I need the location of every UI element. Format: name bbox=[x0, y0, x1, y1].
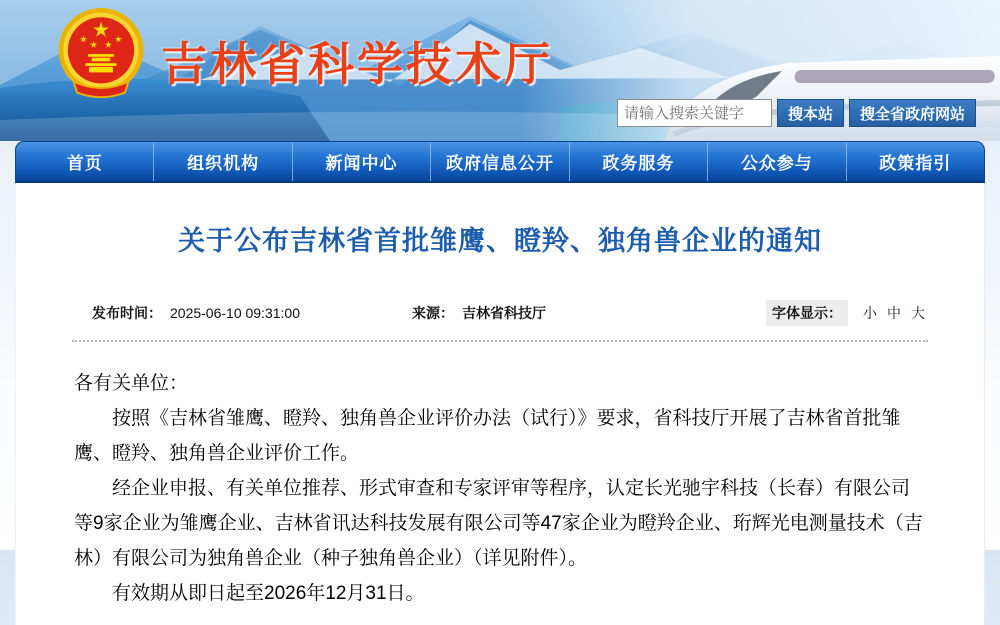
publish-time-value: 2025-06-10 09:31:00 bbox=[170, 305, 300, 321]
font-size-option[interactable]: 小 bbox=[863, 305, 877, 321]
font-size-control bbox=[766, 300, 930, 326]
nav-item[interactable]: 公众参与 bbox=[707, 142, 845, 181]
search-input[interactable] bbox=[617, 99, 772, 127]
article-meta bbox=[64, 300, 936, 326]
font-size-option[interactable]: 大 bbox=[911, 305, 925, 321]
nav-item[interactable]: 首页 bbox=[66, 154, 103, 173]
search-site-button[interactable]: 搜本站 bbox=[777, 99, 844, 127]
publish-time bbox=[92, 303, 300, 323]
nav-item[interactable]: 政策指引 bbox=[846, 142, 984, 181]
font-size-label: 字体显示： bbox=[766, 300, 848, 326]
article-page bbox=[15, 183, 985, 625]
search-bar bbox=[617, 99, 976, 127]
font-size-options bbox=[858, 303, 930, 323]
main-nav bbox=[15, 141, 985, 183]
nav-item[interactable]: 新闻中心 bbox=[292, 142, 430, 181]
article-body bbox=[64, 342, 936, 611]
article-paragraph: 按照《吉林省雏鹰、瞪羚、独角兽企业评价办法（试行）》要求，省科技厅开展了吉林省首批雏鹰、瞪羚、独角兽企业评价工作。 bbox=[74, 408, 901, 464]
site-logo[interactable] bbox=[55, 6, 553, 102]
publish-time-label: 发布时间： bbox=[92, 305, 162, 321]
font-size-option[interactable]: 中 bbox=[887, 305, 901, 321]
nav-item[interactable]: 政府信息公开 bbox=[430, 142, 568, 181]
source-label: 来源： bbox=[412, 305, 454, 321]
search-gov-button[interactable]: 搜全省政府网站 bbox=[849, 99, 976, 127]
source-value: 吉林省科技厅 bbox=[462, 305, 546, 321]
national-emblem-icon bbox=[55, 6, 147, 102]
source bbox=[412, 303, 554, 323]
header-banner bbox=[0, 0, 1000, 141]
site-title: 吉林省科学技术厅 bbox=[161, 38, 553, 90]
article-title: 关于公布吉林省首批雏鹰、瞪羚、独角兽企业的通知 bbox=[178, 226, 822, 256]
nav-item[interactable]: 政务服务 bbox=[569, 142, 707, 181]
article-paragraph: 经企业申报、有关单位推荐、形式审查和专家评审等程序，认定长光驰宇科技（长春）有限公司等9家企业为雏鹰企业、吉林省讯达科技发展有限公司等47家企业为瞪羚企业、珩辉光电测量技术（吉林）有限公司为独角兽企业（种子独角兽企业）（详见附件）。 bbox=[74, 478, 923, 569]
nav-item[interactable]: 组织机构 bbox=[153, 142, 291, 181]
article-paragraph: 有效期从即日起至2026年12月31日。 bbox=[112, 583, 425, 604]
article-paragraph: 各有关单位： bbox=[74, 373, 189, 394]
